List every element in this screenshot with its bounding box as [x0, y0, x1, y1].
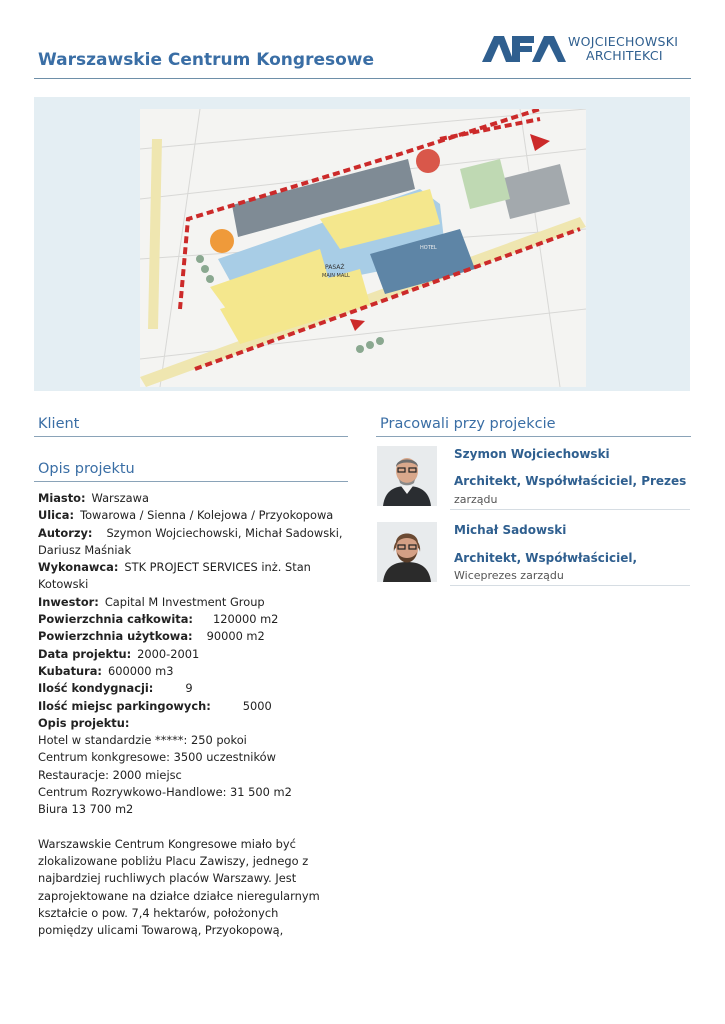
person-role: Architekt, Współwłaściciel, Prezes [454, 474, 687, 488]
detail-city: Miasto: Warszawa [38, 491, 149, 505]
project-details [38, 490, 348, 939]
team-divider [376, 436, 691, 437]
person-divider [450, 509, 690, 510]
detail-street: Ulica: Towarowa / Sienna / Kolejowa / Przyokopowa [38, 508, 334, 523]
detail-total-area: Powierzchnia całkowita: 120000 m2 [38, 612, 279, 627]
person-name[interactable]: Szymon Wojciechowski [454, 447, 610, 461]
detail-parking: Ilość miejsc parkingowych: 5000 [38, 698, 272, 713]
description-paragraph-line: kształcie o pow. 7,4 hektarów, położonych [38, 905, 279, 920]
program-line: Centrum Rozrywkowo-Handlowe: 31 500 m2 [38, 785, 292, 800]
client-divider [34, 436, 348, 437]
program-line: Centrum konkgresowe: 3500 uczestników [38, 750, 276, 765]
svg-text:MAIN MALL: MAIN MALL [322, 273, 350, 279]
description-paragraph-line: pomiędzy ulicami Towarową, Przyokopową, [38, 923, 284, 938]
detail-contractor: Wykonawca: STK PROJECT SERVICES inż. Stan Kotowski [38, 560, 311, 592]
logo-wordmark: WOJCIECHOWSKI ARCHITEKCI [568, 34, 679, 63]
description-heading: Opis projektu [38, 461, 135, 477]
person-photo [377, 446, 437, 506]
site-plan-image [34, 97, 690, 391]
detail-project-date: Data projektu: 2000-2001 [38, 646, 200, 661]
svg-text:HOTEL: HOTEL [420, 245, 437, 251]
description-paragraph-line: zaprojektowane na działce działce nieregularnym [38, 888, 320, 903]
detail-investor: Inwestor: Capital M Investment Group [38, 594, 265, 609]
detail-usable-area: Powierzchnia użytkowa: 90000 m2 [38, 629, 265, 644]
person-name[interactable]: Michał Sadowski [454, 523, 567, 537]
person-divider [450, 585, 690, 586]
description-paragraph-line: Warszawskie Centrum Kongresowe miało być [38, 836, 296, 851]
apa-logo-mark [482, 34, 566, 64]
person-role-continued: Wiceprezes zarządu [454, 569, 564, 582]
person-role: Architekt, Współwłaściciel, [454, 551, 638, 565]
company-logo[interactable] [482, 34, 692, 68]
detail-volume: Kubatura: 600000 m3 [38, 663, 174, 678]
description-divider [34, 481, 348, 482]
description-paragraph-line: najbardziej ruchliwych placów Warszawy. Jest [38, 871, 297, 886]
detail-floors: Ilość kondygnacji: 9 [38, 681, 193, 696]
program-line: Hotel w standardzie *****: 250 pokoi [38, 733, 247, 748]
team-heading: Pracowali przy projekcie [380, 416, 556, 432]
program-line: Biura 13 700 m2 [38, 802, 134, 817]
client-heading: Klient [38, 416, 80, 432]
header-divider [34, 78, 691, 79]
program-line: Restauracje: 2000 miejsc [38, 767, 182, 782]
description-paragraph-line: zlokalizowane pobliżu Placu Zawiszy, jednego z [38, 853, 309, 868]
person-photo [377, 522, 437, 582]
svg-text:PASAŻ: PASAŻ [325, 264, 345, 271]
detail-authors: Autorzy: Szymon Wojciechowski, Michał Sadowski, Dariusz Maśniak [38, 525, 343, 557]
page-title: Warszawskie Centrum Kongresowe [38, 50, 375, 70]
person-role-continued: zarządu [454, 493, 498, 506]
detail-description-label: Opis projektu: [38, 715, 130, 730]
